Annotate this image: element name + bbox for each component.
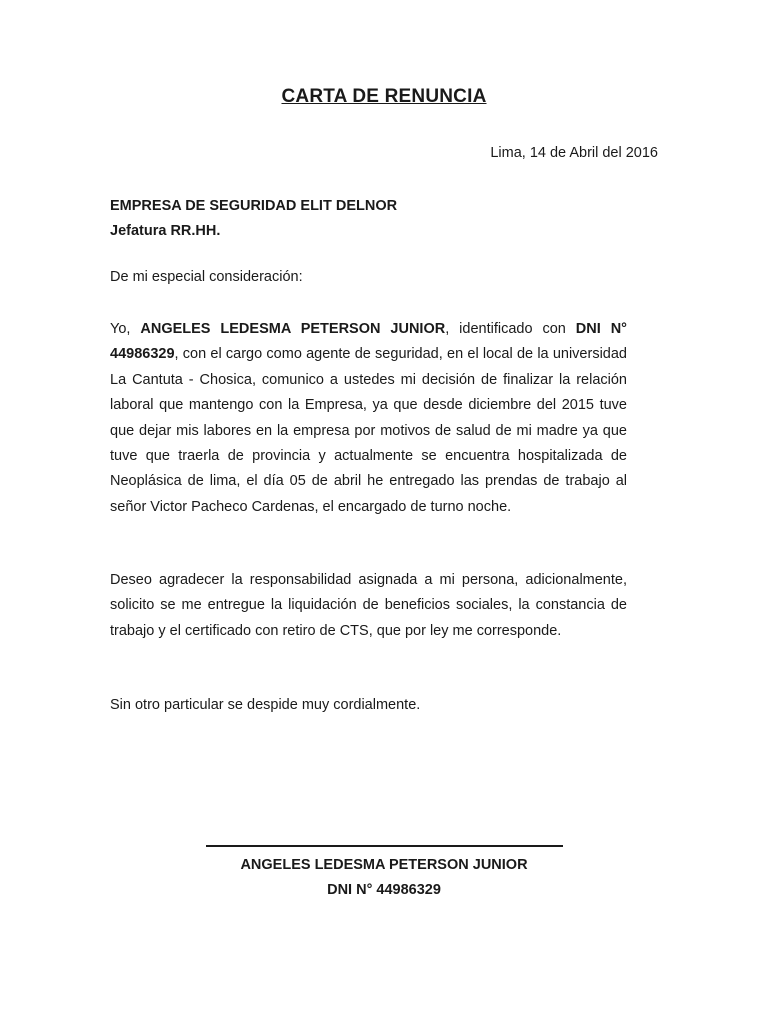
closing-line: Sin otro particular se despide muy cordialmente. bbox=[110, 697, 421, 713]
signature-name: ANGELES LEDESMA PETERSON JUNIOR bbox=[240, 857, 528, 873]
signature-line bbox=[206, 845, 563, 847]
department-name: Jefatura RR.HH. bbox=[110, 223, 221, 239]
greeting: De mi especial consideración: bbox=[110, 269, 303, 285]
paragraph-1-mid: , identificado con bbox=[445, 321, 576, 337]
paragraph-1-intro: Yo, bbox=[110, 321, 141, 337]
body-paragraph-2: Deseo agradecer la responsabilidad asignada a mi persona, adicionalmente, solicito se me entregue la liquidación de beneficios sociales, la constancia de trabajo y el certificado con retiro de CTS, que por ley me corresponde. bbox=[110, 572, 627, 639]
addressee-block bbox=[110, 194, 397, 244]
signature-dni: DNI N° 44986329 bbox=[327, 882, 441, 898]
company-name: EMPRESA DE SEGURIDAD ELIT DELNOR bbox=[110, 198, 398, 214]
letter-title: CARTA DE RENUNCIA bbox=[281, 86, 487, 107]
body-paragraph-1 bbox=[110, 317, 627, 520]
paragraph-1-rest: , con el cargo como agente de seguridad, en el local de la universidad La Cantuta - Chosica, comunico a ustedes mi decisión de finalizar la relación laboral que mantengo con la Empresa, ya que desde diciembre del 2015 tuve que dejar mis labores en la empresa por motivos de salud de mi madre ya que tuve que traerla de provincia y actualmente se encuentra hospitalizada de Neoplásica de lima, el día 05 de abril he entregado las prendas de trabajo al señor Victor Pacheco Cardenas, el encargado de turno noche. bbox=[110, 346, 627, 515]
letter-date: Lima, 14 de Abril del 2016 bbox=[490, 145, 658, 161]
sender-dni: DNI N° 44986329 bbox=[110, 321, 627, 363]
sender-name: ANGELES LEDESMA PETERSON JUNIOR bbox=[140, 321, 446, 337]
